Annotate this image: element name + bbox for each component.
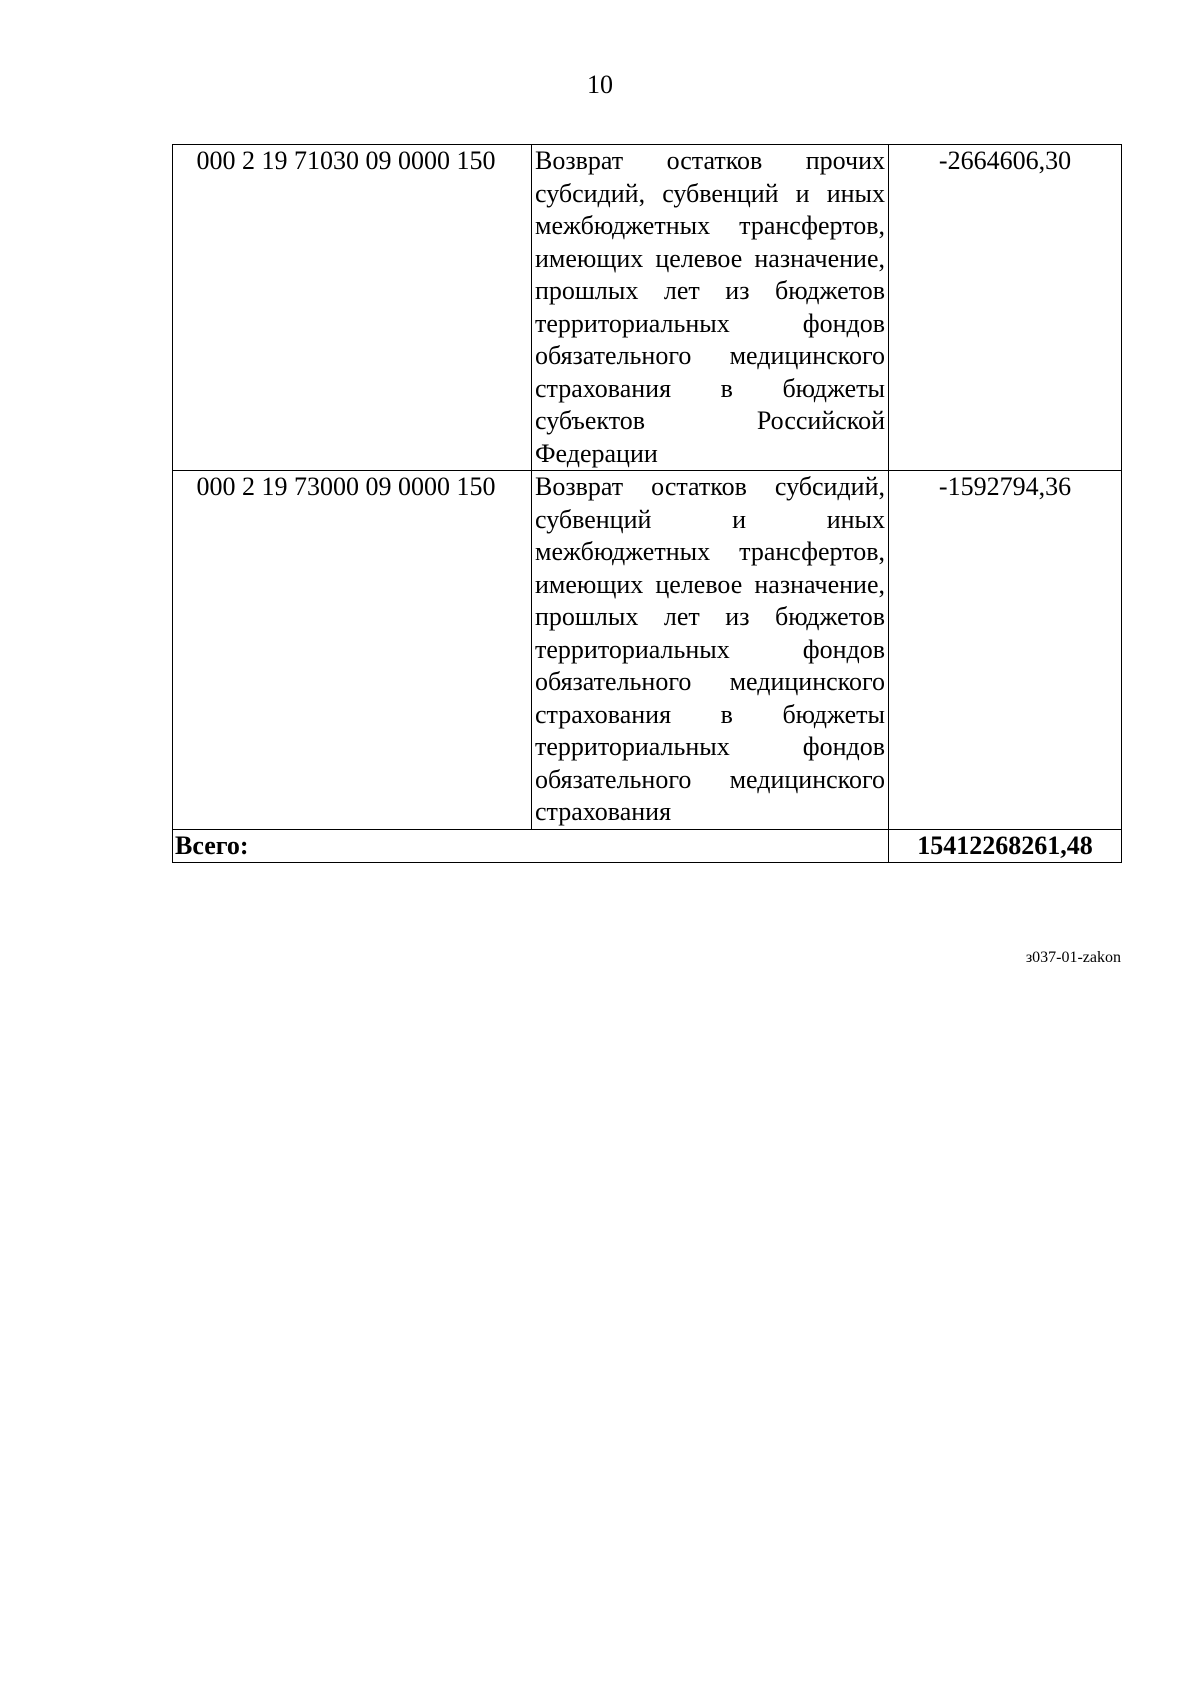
budget-classification-code: 000 2 19 71030 09 0000 150 bbox=[173, 145, 532, 471]
document-code: з037-01-zakon bbox=[1025, 949, 1121, 966]
table-row bbox=[173, 471, 1122, 830]
total-label: Всего: bbox=[173, 829, 889, 863]
revenue-name: Возврат остатков субсидий, субвенций и иных межбюджетных трансфертов, имеющих целевое назначение, прошлых лет из бюджетов территориальных фондов обязательного медицинского страхования в бюджеты территориальных фондов обязательного медицинского страхования bbox=[532, 471, 889, 830]
budget-classification-code: 000 2 19 73000 09 0000 150 bbox=[173, 471, 532, 830]
revenue-name: Возврат остатков прочих субсидий, субвенций и иных межбюджетных трансфертов, имеющих целевое назначение, прошлых лет из бюджетов территориальных фондов обязательного медицинского страхования в бюджеты субъектов Российской Федерации bbox=[532, 145, 889, 471]
budget-revenue-table bbox=[172, 144, 1122, 863]
table-row bbox=[173, 145, 1122, 471]
page-number: 10 bbox=[587, 70, 613, 99]
total-amount: 15412268261,48 bbox=[889, 829, 1122, 863]
revenue-amount: -1592794,36 bbox=[889, 471, 1122, 830]
revenue-amount: -2664606,30 bbox=[889, 145, 1122, 471]
total-row bbox=[173, 829, 1122, 863]
